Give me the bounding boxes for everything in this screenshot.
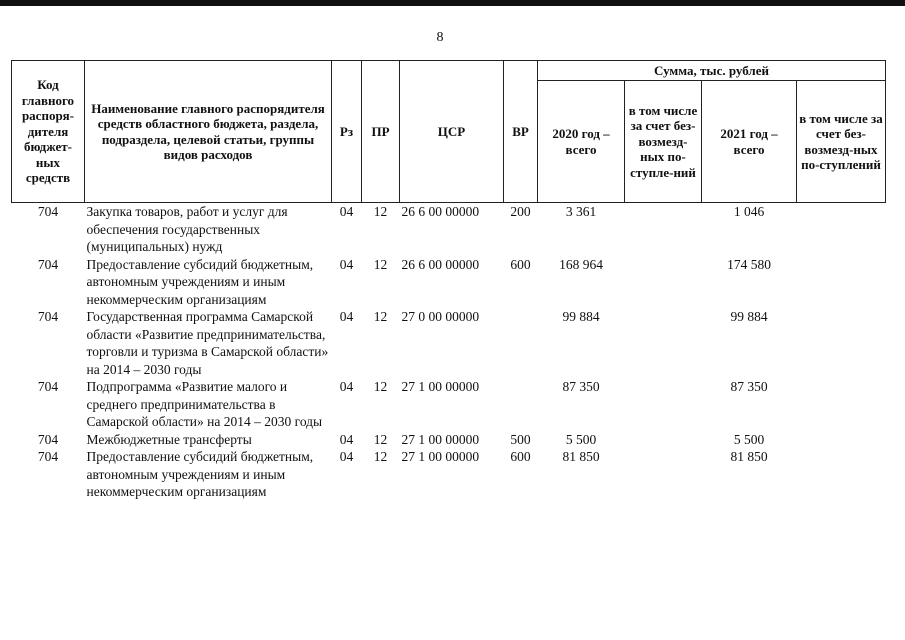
page-number: 8 xyxy=(436,30,444,45)
cell-vr: 200 xyxy=(510,204,531,219)
cell-name: Государственная программа Самарской области «Развитие предпринимательства, торговли и туризма в Самарской области» на 2014 – 2030 годы xyxy=(86,309,329,377)
header-name: Наименование главного распорядителя средств областного бюджета, раздела, подраздела, целевой статьи, группы видов расходов xyxy=(85,61,332,203)
cell-vr: 600 xyxy=(510,256,531,272)
cell-2020-grants xyxy=(625,203,702,256)
cell-name: Межбюджетные трансферты xyxy=(86,431,252,447)
cell-vr: 500 xyxy=(510,431,531,447)
table-row xyxy=(12,203,886,256)
cell-name: Закупка товаров, работ и услуг для обеспечения государственных (муниципальных) нужд xyxy=(86,204,288,254)
cell-2021-grants xyxy=(797,378,886,431)
cell-csr: 26 6 00 00000 xyxy=(401,204,480,219)
cell-code: 704 xyxy=(37,256,59,272)
cell-2021-grants xyxy=(797,256,886,309)
cell-code: 704 xyxy=(37,309,59,324)
header-code: Код главного распоря-дителя бюджет-ных средств xyxy=(12,61,85,203)
cell-code: 704 xyxy=(37,204,59,219)
cell-vr: 600 xyxy=(510,449,531,464)
table-row xyxy=(12,378,886,431)
top-border-bar xyxy=(0,0,905,6)
cell-2020-grants xyxy=(625,256,702,309)
header-amount: Сумма, тыс. рублей xyxy=(538,61,886,81)
header-csr: ЦСР xyxy=(400,61,504,203)
cell-code: 704 xyxy=(37,379,59,394)
header-2020-grants: в том числе за счет без-возмезд-ных по-ступле-ний xyxy=(625,81,702,203)
cell-2021-total: 87 350 xyxy=(730,379,768,394)
cell-2021-grants xyxy=(797,431,886,449)
cell-2020-total: 5 500 xyxy=(565,431,597,447)
cell-2021-total: 174 580 xyxy=(727,256,771,272)
cell-name: Предоставление субсидий бюджетным, автономным учреждениям и иным некоммерческим организациям xyxy=(86,256,314,307)
cell-csr: 27 0 00 00000 xyxy=(401,309,480,324)
cell-pr: 12 xyxy=(373,309,388,324)
cell-pr: 12 xyxy=(373,379,388,394)
header-rz: Рз xyxy=(332,61,362,203)
header-2020-total: 2020 год – всего xyxy=(538,81,625,203)
header-pr: ПР xyxy=(362,61,400,203)
cell-2020-grants xyxy=(625,378,702,431)
cell-rz: 04 xyxy=(339,379,354,394)
budget-table xyxy=(11,60,886,501)
cell-code: 704 xyxy=(37,431,59,447)
cell-csr: 27 1 00 00000 xyxy=(401,379,480,394)
cell-pr: 12 xyxy=(373,431,388,447)
cell-2020-total: 81 850 xyxy=(562,449,600,464)
cell-2021-total: 81 850 xyxy=(730,449,768,464)
table-body xyxy=(12,203,886,501)
cell-2021-grants xyxy=(797,448,886,501)
cell-rz: 04 xyxy=(339,449,354,464)
cell-csr: 27 1 00 00000 xyxy=(401,431,480,447)
cell-2021-total: 1 046 xyxy=(733,204,765,219)
cell-vr xyxy=(504,308,538,378)
cell-2020-grants xyxy=(625,431,702,449)
table-row xyxy=(12,256,886,309)
cell-2021-total: 99 884 xyxy=(730,309,768,324)
table-row xyxy=(12,308,886,378)
cell-2021-grants xyxy=(797,308,886,378)
cell-2020-total: 168 964 xyxy=(559,256,603,272)
cell-rz: 04 xyxy=(339,256,354,272)
cell-2021-grants xyxy=(797,203,886,256)
cell-pr: 12 xyxy=(373,449,388,464)
cell-rz: 04 xyxy=(339,309,354,324)
table-row xyxy=(12,448,886,501)
cell-2020-total: 3 361 xyxy=(565,204,597,219)
cell-pr: 12 xyxy=(373,256,388,272)
cell-2020-grants xyxy=(625,308,702,378)
cell-rz: 04 xyxy=(339,204,354,219)
cell-name: Предоставление субсидий бюджетным, автономным учреждениям и иным некоммерческим организациям xyxy=(86,449,314,499)
table-row xyxy=(12,431,886,449)
cell-vr xyxy=(504,378,538,431)
cell-2020-total: 87 350 xyxy=(562,379,600,394)
header-2021-grants: в том числе за счет без-возмезд-ных по-ступлений xyxy=(797,81,886,203)
cell-rz: 04 xyxy=(339,431,354,447)
cell-2020-total: 99 884 xyxy=(562,309,600,324)
cell-code: 704 xyxy=(37,449,59,464)
header-2021-total: 2021 год – всего xyxy=(702,81,797,203)
cell-name: Подпрограмма «Развитие малого и среднего предпринимательства в Самарской области» на 2014 – 2030 годы xyxy=(86,379,323,429)
cell-csr: 26 6 00 00000 xyxy=(401,256,480,272)
cell-2021-total: 5 500 xyxy=(733,431,765,447)
cell-csr: 27 1 00 00000 xyxy=(401,449,480,464)
cell-pr: 12 xyxy=(373,204,388,219)
cell-2020-grants xyxy=(625,448,702,501)
header-vr: ВР xyxy=(504,61,538,203)
